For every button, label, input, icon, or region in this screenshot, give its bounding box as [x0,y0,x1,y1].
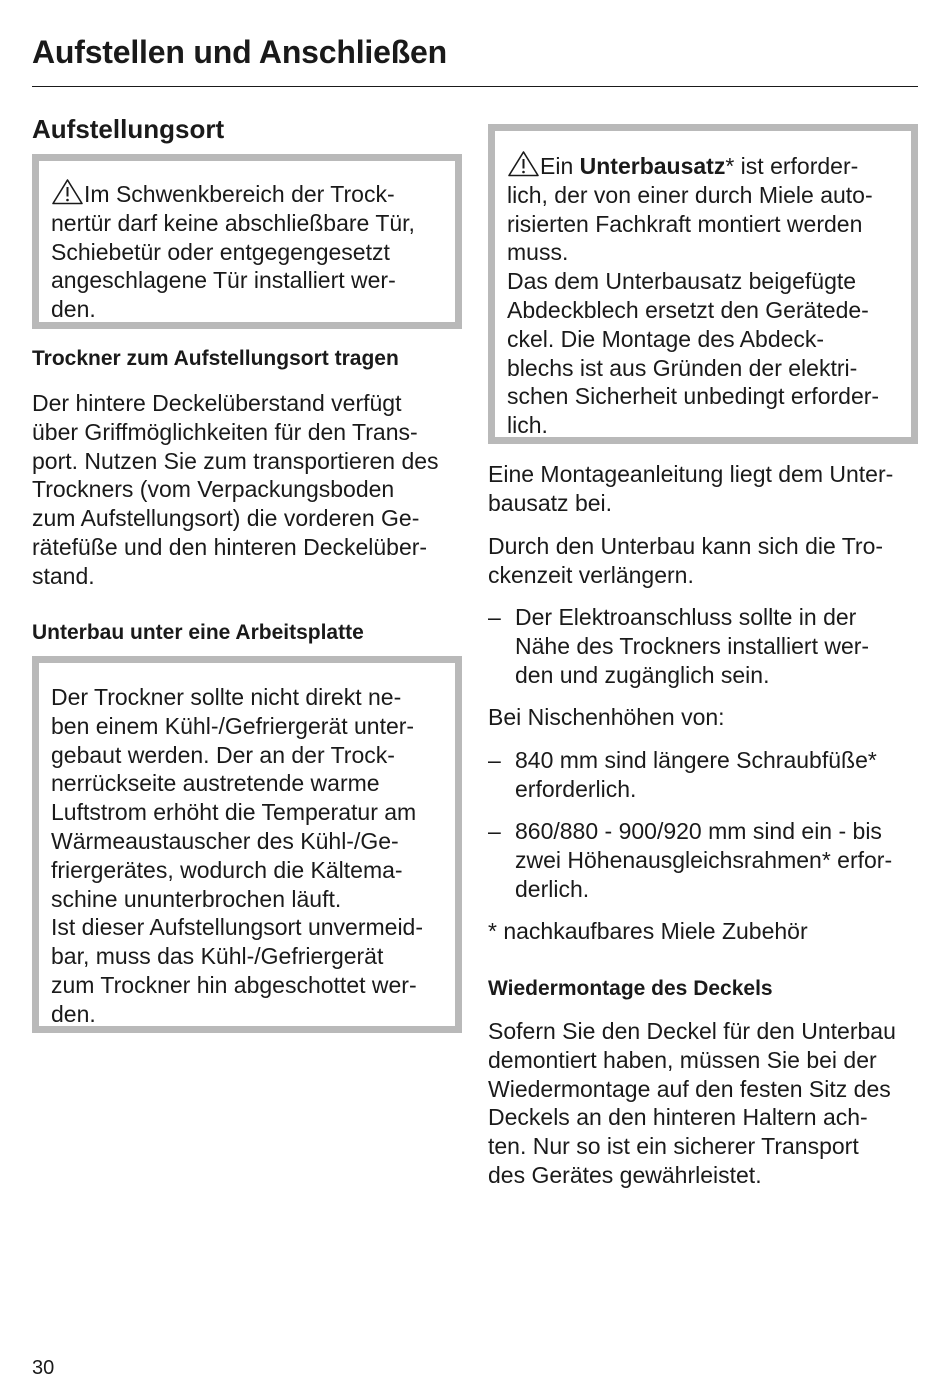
info-line: schine ununterbrochen läuft. [51,885,342,912]
text-line: Deckels an den hinteren Haltern ach- [488,1104,868,1131]
info-line: friergerätes, wodurch die Kältema- [51,856,403,883]
info-line: gebaut werden. Der an der Trock- [51,741,395,768]
info-box-fridge [32,656,462,1033]
warning-line: lich, der von einer durch Miele auto- [507,181,873,208]
info-line: den. [51,1000,96,1027]
warning-line: blechs ist aus Gründen der elektri- [507,354,858,381]
footnote [488,917,808,946]
text-line: Trockners (vom Verpackungsboden [32,476,395,503]
warning-line [507,150,907,181]
warning-suffix: * ist erforder- [725,153,859,179]
page-number: 30 [32,1357,55,1379]
text-line: Eine Montageanleitung liegt dem Unter- [488,461,894,487]
text-line: den und zugänglich sein. [515,661,770,688]
heading-carry: Trockner zum Aufstellungsort tragen [32,347,399,370]
info-line: Wärmeaustauscher des Kühl-/Ge- [51,827,399,854]
text-line: port. Nutzen Sie zum transportieren des [32,447,439,474]
base-kit-term: Unterbausatz [579,153,726,179]
text-line: Der hintere Deckelüberstand verfügt [32,390,402,416]
info-line: nerrückseite austretende warme [51,770,380,797]
text-line: Nähe des Trockners installiert wer- [515,632,870,659]
info-line: Luftstrom erhöht die Temperatur am [51,799,417,826]
warning-line: Abdeckblech ersetzt den Gerätede- [507,296,869,323]
text-line: Der Elektroanschluss sollte in der [515,604,857,630]
heading-cover: Wiedermontage des Deckels [488,977,773,1000]
warning-line: ckel. Die Montage des Abdeck- [507,325,825,352]
warning-line: muss. [507,239,569,266]
warning-line: Schiebetür oder entgegengesetzt [51,238,390,265]
info-line: ben einem Kühl-/Gefriergerät unter- [51,712,415,739]
warning-text [51,178,451,324]
warning-line: schen Sicherheit unbedingt erforder- [507,383,880,410]
text-line: 840 mm sind längere Schraubfüße* [515,747,877,773]
warning-triangle-icon [507,150,540,177]
text-line: rätefüße und den hinteren Deckelüber- [32,533,428,560]
dash-bullet: – [488,818,501,844]
heading-worktop: Unterbau unter eine Arbeitsplatte [32,621,364,644]
text-line: Durch den Unterbau kann sich die Tro- [488,533,884,559]
info-line: Ist dieser Aufstellungsort unvermeid- [51,914,424,941]
list-item-text [515,603,869,689]
section-title: Aufstellungsort [32,114,225,144]
text-line: über Griffmöglichkeiten für den Trans- [32,418,418,445]
list-item-text [515,746,877,804]
warning-line: angeschlagene Tür installiert wer- [51,267,396,294]
text-line: zwei Höhenausgleichsrahmen* erfor- [515,846,893,873]
warning-text [507,150,907,440]
info-text [51,683,451,1029]
text-line: ten. Nur so ist ein sicherer Transport [488,1133,859,1160]
text-line: ckenzeit verlängern. [488,561,694,588]
dash-bullet: – [488,747,501,773]
warning-line: lich. [507,412,548,439]
warning-line: nertür darf keine abschließbare Tür, [51,209,415,236]
text-line: Bei Nischenhöhen von: [488,704,725,730]
text-line: des Gerätes gewährleistet. [488,1161,762,1188]
info-line: zum Trockner hin abgeschottet wer- [51,971,417,998]
text-line: derlich. [515,875,590,902]
list-item-text [515,817,892,903]
text-line: zum Aufstellungsort) die vorderen Ge- [32,505,420,532]
warning-prefix: Ein [540,153,580,179]
text-line: * nachkaufbares Miele Zubehör [488,918,808,944]
text-line: bausatz bei. [488,489,613,516]
paragraph-drying-time [488,532,883,590]
warning-line [51,178,451,209]
warning-line: den. [51,296,96,323]
warning-line: risierten Fachkraft montiert werden [507,210,863,237]
dash-bullet: – [488,604,501,630]
paragraph-carry [32,389,439,591]
paragraph-cover [488,1017,896,1190]
warning-line: Das dem Unterbausatz beigefügte [507,268,857,295]
warning-box-base-kit [488,124,918,444]
page-title: Aufstellen und Anschließen [32,34,447,70]
warning-triangle-icon [51,178,84,205]
text-line: erforderlich. [515,775,637,802]
title-divider [32,86,918,87]
text-line: stand. [32,562,95,589]
warning-box-swing-area [32,154,462,329]
info-line: bar, muss das Kühl-/Gefriergerät [51,943,384,970]
text-line: demontiert haben, müssen Sie bei der [488,1046,877,1073]
text-line: 860/880 - 900/920 mm sind ein - bis [515,818,882,844]
paragraph-instructions [488,460,893,518]
text-line: Sofern Sie den Deckel für den Unterbau [488,1018,896,1044]
info-line: Der Trockner sollte nicht direkt ne- [51,684,402,710]
warning-line-text: Im Schwenkbereich der Trock- [84,181,395,207]
paragraph-niche-heights [488,703,725,732]
text-line: Wiedermontage auf den festen Sitz des [488,1075,891,1102]
